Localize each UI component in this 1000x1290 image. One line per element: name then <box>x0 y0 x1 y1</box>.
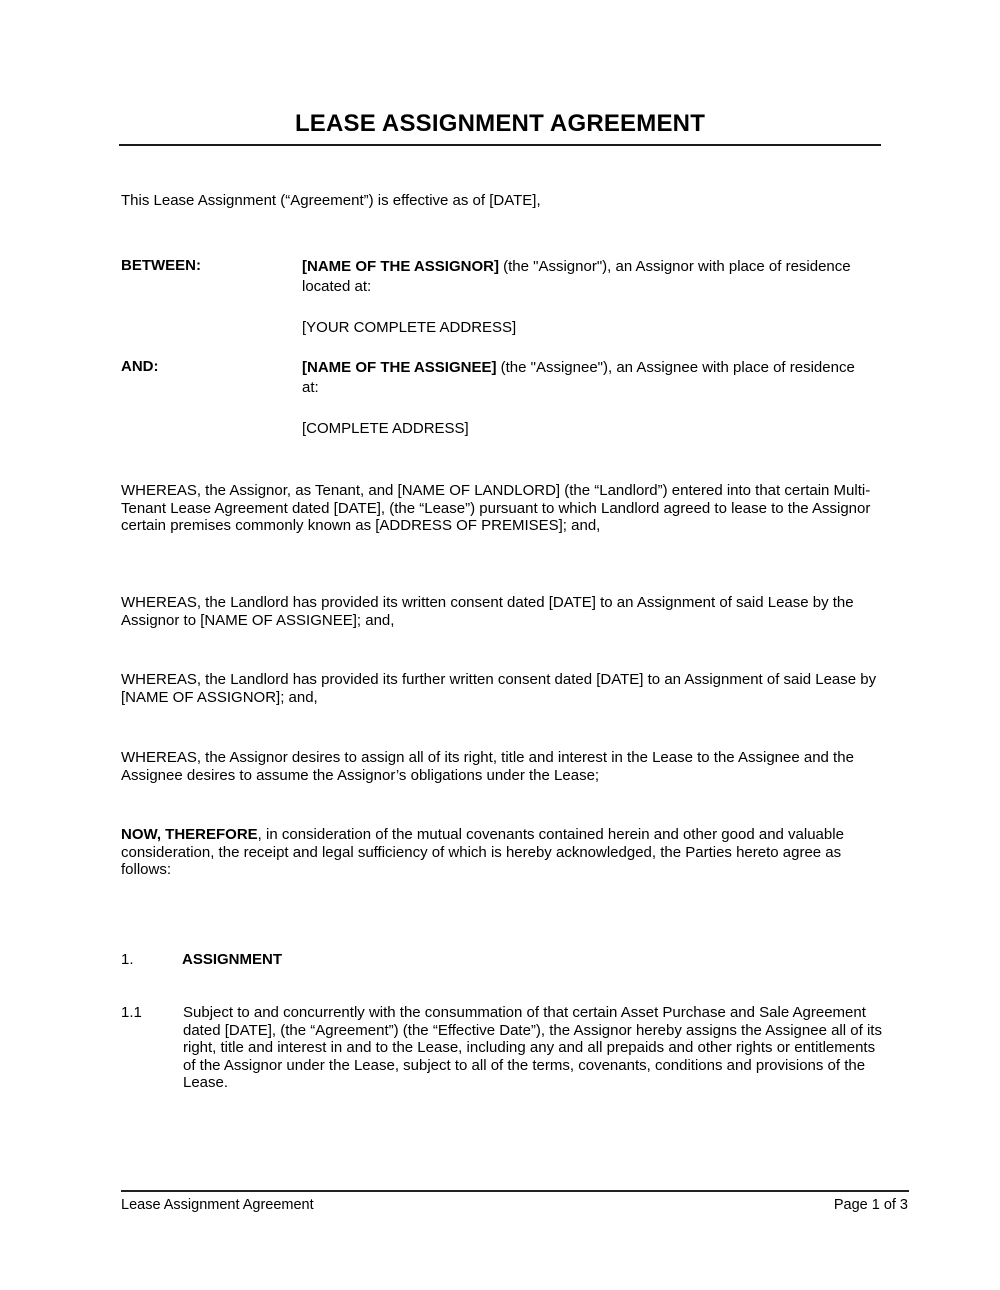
assignee-name: [NAME OF THE ASSIGNEE] <box>302 359 497 376</box>
assignor-party-block <box>302 257 862 297</box>
assignor-address: [YOUR COMPLETE ADDRESS] <box>302 319 517 336</box>
intro-paragraph: This Lease Assignment (“Agreement”) is effective as of [DATE], <box>121 192 541 209</box>
assignee-address: [COMPLETE ADDRESS] <box>302 420 469 437</box>
clause-number: 1.1 <box>121 1004 142 1021</box>
party-label-and: AND: <box>121 358 159 375</box>
recital-paragraph: WHEREAS, the Landlord has provided its written consent dated [DATE] to an Assignment of said Lease by the Assignor to [NAME OF ASSIGNEE]; and, <box>121 594 854 629</box>
party-label-between: BETWEEN: <box>121 257 201 274</box>
assignee-description: (the "Assignee"), an Assignee with place of residence at: <box>302 359 855 396</box>
recital-paragraph: WHEREAS, the Assignor, as Tenant, and [NAME OF LANDLORD] (the “Landlord”) entered into that certain Multi-Tenant Lease Agreement dated [DATE], (the “Lease”) pursuant to which Landlord agreed to lease to the Assignor certain premises commonly known as [ADDRESS OF PREMISES]; and, <box>121 482 871 534</box>
recital-paragraph: WHEREAS, the Assignor desires to assign all of its right, title and interest in the Lease to the Assignee and the Assignee desires to assume the Assignor’s obligations under the Lease; <box>121 749 854 784</box>
section-number: 1. <box>121 951 134 968</box>
clause-text: Subject to and concurrently with the consummation of that certain Asset Purchase and Sale Agreement dated [DATE], (the “Agreement”) (the “Effective Date”), the Assignor hereby assigns the Assignee all of its right, title and interest in and to the Lease, including any and all prepaids and other rights or entitlements of the Assignor under the Lease, subject to all of the terms, covenants, conditions and provisions of the Lease. <box>183 1004 882 1091</box>
footer-page-number: Page 1 of 3 <box>833 1197 908 1213</box>
now-therefore-lead: NOW, THEREFORE <box>121 826 258 843</box>
assignor-description: (the "Assignor"), an Assignor with place of residence located at: <box>302 258 851 295</box>
footer-divider <box>121 1190 909 1192</box>
recital-paragraph: WHEREAS, the Landlord has provided its further written consent dated [DATE] to an Assignment of said Lease by [NAME OF ASSIGNOR]; and, <box>121 671 877 706</box>
now-therefore-text: , in consideration of the mutual covenants contained herein and other good and valuable consideration, the receipt and legal sufficiency of which is hereby acknowledged, the Parties hereto agree as follows: <box>121 826 844 878</box>
document-title: LEASE ASSIGNMENT AGREEMENT <box>294 110 706 137</box>
section-heading: ASSIGNMENT <box>182 951 283 968</box>
footer-document-name: Lease Assignment Agreement <box>121 1197 314 1213</box>
assignee-party-block <box>302 358 862 398</box>
assignor-name: [NAME OF THE ASSIGNOR] <box>302 258 499 275</box>
title-divider <box>119 144 881 146</box>
now-therefore-paragraph <box>121 826 881 879</box>
